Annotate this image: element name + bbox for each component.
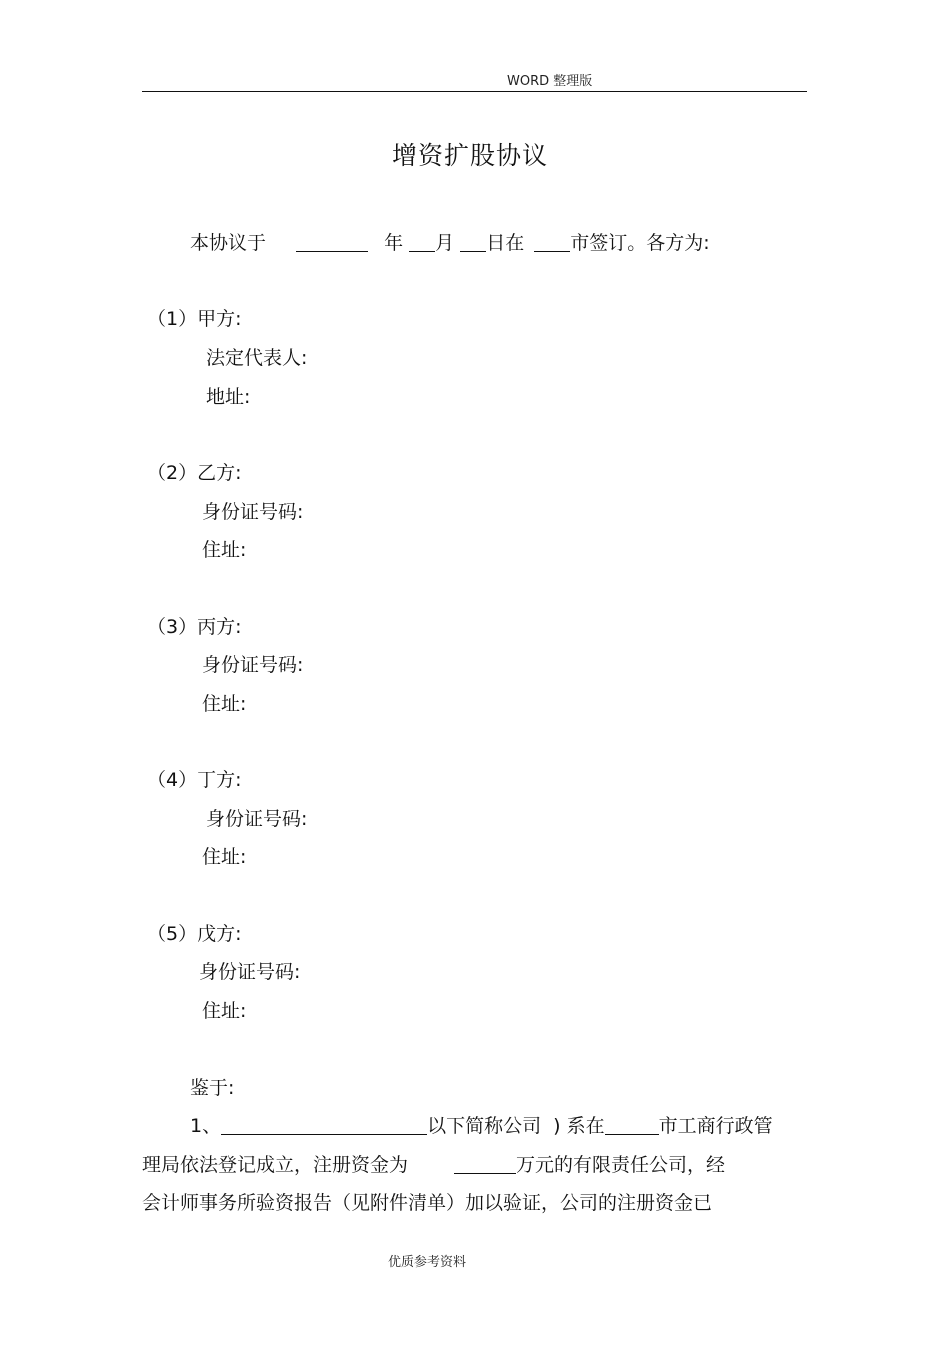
party-1-representative-label: 法定代表人: (206, 347, 308, 369)
whereas-heading: 鉴于: (190, 1077, 235, 1099)
party-1-address-label: 地址: (206, 386, 251, 408)
company-name-blank (221, 1114, 427, 1135)
party-1-name: （1）甲方: (147, 308, 242, 330)
intro-suffix: 市签订。各方为: (570, 232, 710, 254)
party-2-address-label: 住址: (202, 539, 247, 561)
intro-line (190, 230, 710, 256)
intro-prefix: 本协议于 (190, 232, 267, 254)
party-5-address-label: 住址: (202, 1000, 247, 1022)
item-number: 1、 (190, 1115, 222, 1137)
document-title: 增资扩股协议 (391, 141, 548, 170)
page-header: WORD 整理版 (507, 74, 593, 89)
intro-month: 月 (435, 232, 455, 254)
party-3-id-label: 身份证号码: (202, 654, 304, 676)
party-4-address-label: 住址: (202, 846, 247, 868)
party-5-id-label: 身份证号码: (199, 961, 301, 983)
whereas-item-1-line-3: 会计师事务所验资报告（见附件清单）加以验证，公司的注册资金已 (142, 1192, 713, 1214)
item-line2-b: 万元的有限责任公司，经 (516, 1154, 726, 1176)
page-footer: 优质参考资料 (388, 1255, 467, 1270)
city-blank (534, 231, 570, 252)
whereas-item-1-line-1 (190, 1113, 773, 1139)
item-text-a: 以下简称公司 (427, 1115, 542, 1137)
month-blank (409, 231, 435, 252)
party-3-name: （3）丙方: (147, 616, 242, 638)
item-text-c: 市工商行政管 (658, 1115, 773, 1137)
header-divider (142, 91, 807, 92)
party-2-name: （2）乙方: (147, 462, 242, 484)
whereas-item-1-line-2 (142, 1152, 725, 1178)
item-text-b: ) 系在 (553, 1115, 605, 1137)
party-2-id-label: 身份证号码: (202, 501, 304, 523)
item-line2-a: 理局依法登记成立，注册资金为 (142, 1154, 409, 1176)
party-3-address-label: 住址: (202, 693, 247, 715)
intro-year: 年 (384, 232, 404, 254)
registration-city-blank (605, 1114, 659, 1135)
intro-day: 日在 (486, 232, 525, 254)
registered-capital-blank (454, 1153, 516, 1174)
party-4-name: （4）丁方: (147, 769, 242, 791)
party-5-name: （5）戊方: (147, 923, 242, 945)
date-blank (296, 231, 368, 252)
day-blank (460, 231, 486, 252)
party-4-id-label: 身份证号码: (206, 808, 308, 830)
